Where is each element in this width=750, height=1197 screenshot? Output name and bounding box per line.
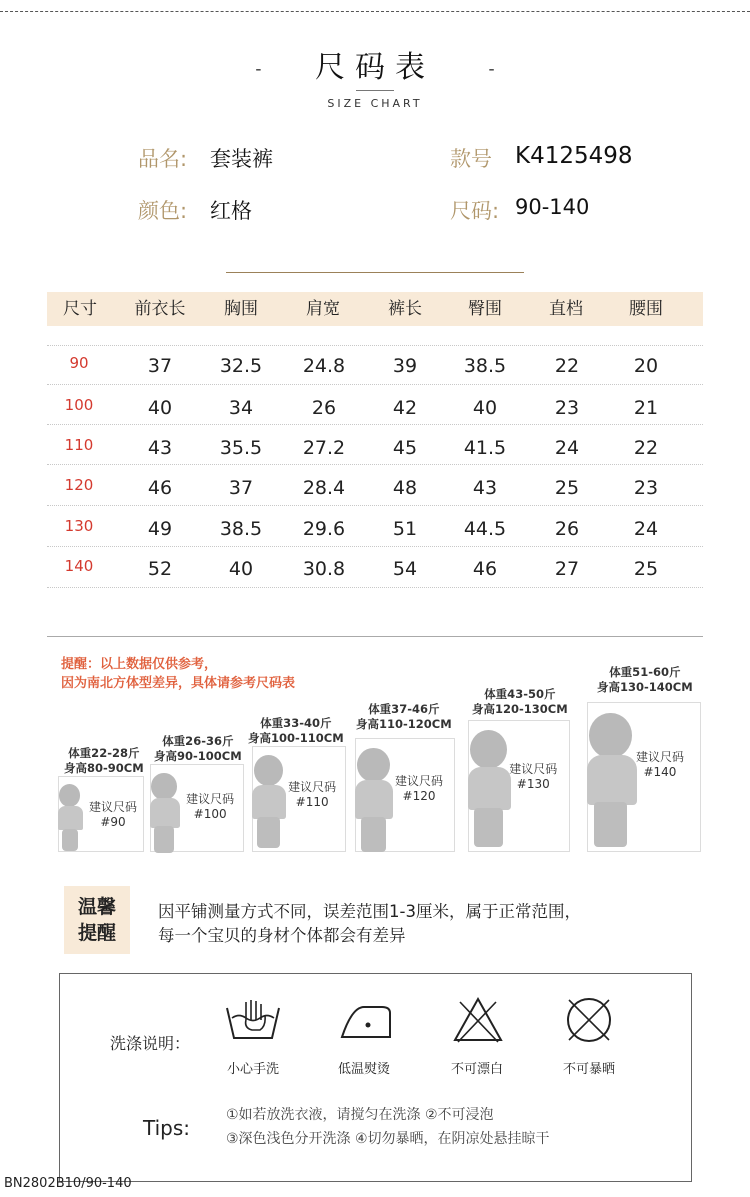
measurement-cell: 29.6 <box>302 518 346 540</box>
style-label: 款号 <box>450 147 492 171</box>
measurement-cell: 46 <box>147 477 173 499</box>
figure-label <box>356 702 452 732</box>
figure-label <box>472 687 568 717</box>
silhouette-legs <box>62 829 78 851</box>
measurement-cell: 30.8 <box>302 558 346 580</box>
style-value: K4125498 <box>515 143 633 169</box>
measurement-cell: 49 <box>147 518 173 540</box>
no-bleach-label: 不可漂白 <box>450 1062 503 1077</box>
size-value: 90-140 <box>515 195 590 219</box>
figure-height: 身高90-100CM <box>154 749 242 763</box>
header-cell: 直档 <box>549 299 583 319</box>
suggest-label: 建议尺码 <box>394 774 443 789</box>
suggest-size-value: #110 <box>295 794 329 809</box>
measurement-cell: 24.8 <box>302 355 346 377</box>
measurement-cell: 25 <box>554 477 580 499</box>
header-cell: 胸围 <box>224 299 258 319</box>
silhouette-legs <box>361 817 386 852</box>
suggest-label: 建议尺码 <box>635 750 684 764</box>
title-text: 尺码表 <box>315 50 435 85</box>
measurement-cell: 38.5 <box>219 518 263 540</box>
header-cell: 尺寸 <box>63 299 97 319</box>
measurement-cell: 21 <box>633 397 659 419</box>
figure-weight: 体重33-40斤 <box>260 716 332 730</box>
measurement-cell: 32.5 <box>219 355 263 377</box>
measurement-cell: 54 <box>392 558 418 580</box>
silhouette-legs <box>474 808 502 847</box>
table-row-divider <box>47 384 703 385</box>
measurement-cell: 37 <box>147 355 173 377</box>
no-tumble-dry-label: 不可暴晒 <box>562 1062 615 1077</box>
suggested-size <box>82 800 144 830</box>
figure-label <box>248 716 344 746</box>
size-cell: 100 <box>64 396 94 414</box>
measurement-cell: 25 <box>633 558 659 580</box>
gold-divider <box>226 272 524 273</box>
measurement-cell: 26 <box>311 397 337 419</box>
warm-tip-text <box>158 900 581 948</box>
subtitle: SIZE CHART <box>327 97 423 110</box>
suggested-size <box>278 780 346 810</box>
suggested-size <box>176 792 244 822</box>
measurement-cell: 46 <box>472 558 498 580</box>
hand-wash-icon <box>224 998 282 1042</box>
suggested-size <box>497 762 570 792</box>
silhouette-legs <box>257 817 279 848</box>
table-row-divider <box>47 424 703 425</box>
title-dash-left: - <box>255 58 262 80</box>
tips-line-2: ③深色浅色分开洗涤 ④切勿暴晒，在阴凉处悬挂晾干 <box>226 1131 550 1147</box>
suggest-label: 建议尺码 <box>509 762 558 777</box>
table-row-divider <box>47 464 703 465</box>
measurement-cell: 38.5 <box>463 355 507 377</box>
page-title <box>0 42 750 86</box>
washing-label: 洗涤说明： <box>110 1034 191 1053</box>
size-cell: 140 <box>64 557 94 575</box>
size-cell: 130 <box>64 517 94 535</box>
suggested-size <box>383 774 455 804</box>
hand-wash-label: 小心手洗 <box>226 1062 279 1077</box>
suggest-size-value: #130 <box>516 777 550 792</box>
suggest-size-value: #100 <box>193 807 227 822</box>
measurement-cell: 22 <box>554 355 580 377</box>
measurement-cell: 43 <box>147 437 173 459</box>
low-temp-iron-icon <box>338 1003 394 1041</box>
figure-label <box>154 734 242 764</box>
measurement-cell: 35.5 <box>219 437 263 459</box>
measurement-cell: 51 <box>392 518 418 540</box>
measurement-cell: 24 <box>633 518 659 540</box>
badge-line-1: 温馨 <box>77 896 116 918</box>
tips-line-1: ①如若放洗衣液，请搅匀在洗涤 ②不可浸泡 <box>226 1107 494 1123</box>
measurement-cell: 22 <box>633 437 659 459</box>
figure-weight: 体重26-36斤 <box>162 734 234 748</box>
no-bleach-icon <box>452 996 504 1044</box>
low-temp-iron-label: 低温熨烫 <box>337 1062 390 1077</box>
size-label: 尺码: <box>450 199 500 223</box>
silhouette-legs <box>594 802 626 847</box>
section-divider <box>47 636 703 637</box>
measurement-cell: 27.2 <box>302 437 346 459</box>
header-cell: 肩宽 <box>306 299 340 319</box>
silhouette-body <box>58 806 83 831</box>
badge-line-2: 提醒 <box>77 922 116 944</box>
measurement-cell: 52 <box>147 558 173 580</box>
figure-weight: 体重22-28斤 <box>68 746 140 760</box>
figure-weight: 体重37-46斤 <box>368 702 440 716</box>
silhouette-body <box>150 798 180 828</box>
measurement-cell: 23 <box>554 397 580 419</box>
measurement-cell: 39 <box>392 355 418 377</box>
top-dashed-divider <box>0 11 750 12</box>
title-underline <box>356 90 394 91</box>
measurement-cell: 42 <box>392 397 418 419</box>
measurement-cell: 41.5 <box>463 437 507 459</box>
table-row-divider <box>47 546 703 547</box>
reminder-note <box>61 655 295 693</box>
tips-label: Tips: <box>143 1116 191 1140</box>
no-tumble-dry-icon <box>563 994 615 1046</box>
tips-text <box>226 1103 550 1151</box>
suggest-label: 建议尺码 <box>89 800 138 815</box>
suggest-size-value: #90 <box>100 815 126 830</box>
header-cell: 臀围 <box>468 299 502 319</box>
suggest-label: 建议尺码 <box>186 792 235 807</box>
reminder-line-2: 因为南北方体型差异，具体请参考尺码表 <box>61 676 296 691</box>
suggest-label: 建议尺码 <box>288 779 337 794</box>
table-row-divider <box>47 345 703 346</box>
figure-label <box>597 665 693 695</box>
figure-height: 身高130-140CM <box>597 680 693 694</box>
table-row-divider <box>47 505 703 506</box>
name-value: 套装裤 <box>210 147 273 171</box>
header-cell: 裤长 <box>388 299 422 319</box>
size-cell: 90 <box>69 354 89 372</box>
measurement-cell: 40 <box>147 397 173 419</box>
measurement-cell: 28.4 <box>302 477 346 499</box>
silhouette-head <box>151 773 176 800</box>
figure-height: 身高80-90CM <box>64 761 144 775</box>
measurement-cell: 23 <box>633 477 659 499</box>
measurement-cell: 40 <box>472 397 498 419</box>
silhouette-head <box>59 784 80 806</box>
figure-height: 身高100-110CM <box>248 731 344 745</box>
measurement-cell: 27 <box>554 558 580 580</box>
figure-label <box>64 746 144 776</box>
measurement-cell: 40 <box>228 558 254 580</box>
measurement-cell: 20 <box>633 355 659 377</box>
tip-line-2: 每一个宝贝的身材个体都会有差异 <box>158 926 406 945</box>
reminder-line-1: 提醒：以上数据仅供参考， <box>61 657 218 672</box>
measurement-cell: 37 <box>228 477 254 499</box>
warm-tip-badge <box>64 886 130 954</box>
measurement-cell: 43 <box>472 477 498 499</box>
color-label: 颜色: <box>138 199 188 223</box>
size-cell: 110 <box>64 436 94 454</box>
header-cell: 腰围 <box>629 299 663 319</box>
measurement-cell: 34 <box>228 397 254 419</box>
figure-height: 身高120-130CM <box>472 702 568 716</box>
suggested-size <box>619 750 701 780</box>
measurement-cell: 45 <box>392 437 418 459</box>
measurement-cell: 44.5 <box>463 518 507 540</box>
product-code: BN2802B10/90-140 <box>4 1176 132 1191</box>
size-cell: 120 <box>64 476 94 494</box>
title-dash-right: - <box>488 58 495 80</box>
figure-weight: 体重43-50斤 <box>484 687 556 701</box>
suggest-size-value: #120 <box>402 789 436 804</box>
size-table-header <box>47 292 703 326</box>
figure-weight: 体重51-60斤 <box>609 665 681 679</box>
measurement-cell: 24 <box>554 437 580 459</box>
figure-height: 身高110-120CM <box>356 717 452 731</box>
header-cell: 前衣长 <box>134 299 186 319</box>
name-label: 品名: <box>138 147 188 171</box>
tip-line-1: 因平铺测量方式不同，误差范围1-3厘米，属于正常范围， <box>158 902 581 921</box>
suggest-size-value: #140 <box>643 765 677 779</box>
silhouette-legs <box>154 826 173 853</box>
measurement-cell: 48 <box>392 477 418 499</box>
table-row-divider <box>47 587 703 588</box>
measurement-cell: 26 <box>554 518 580 540</box>
color-value: 红格 <box>210 199 252 223</box>
